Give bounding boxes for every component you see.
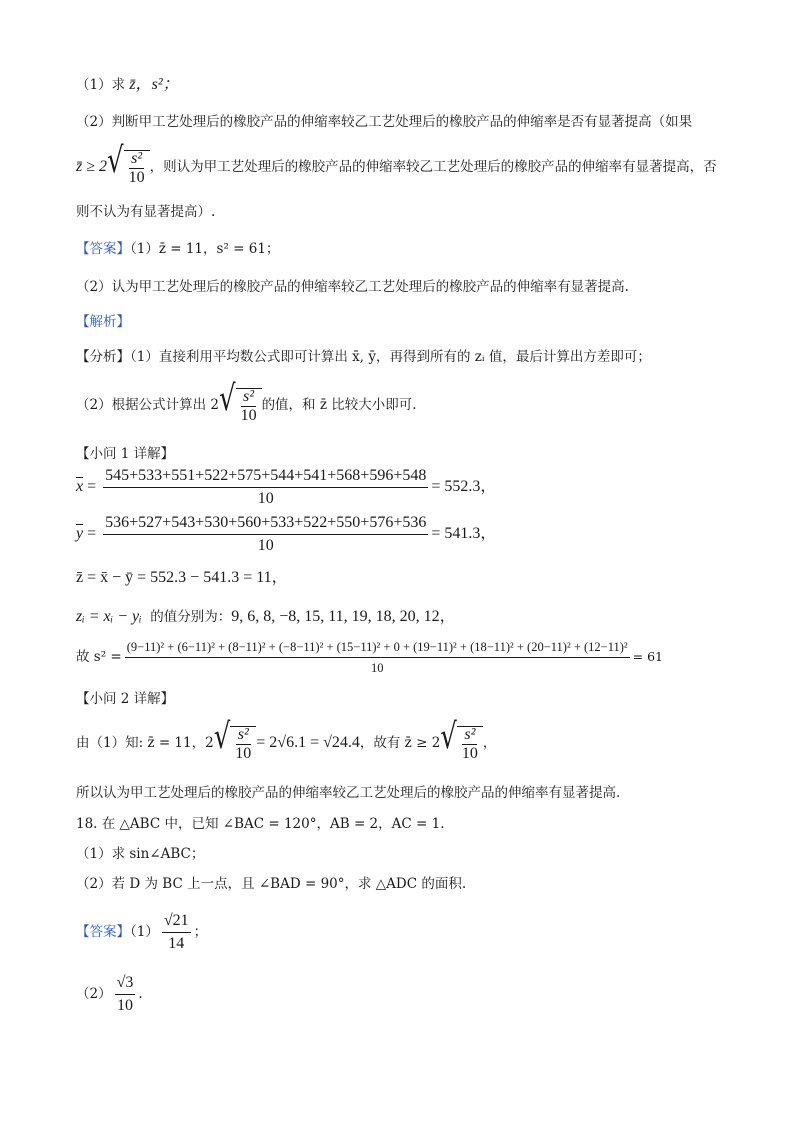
- analysis-line1: [76, 346, 740, 368]
- question-2-line3: 则不认为有显著提高）.: [76, 204, 216, 220]
- fraction-denominator: 10: [235, 744, 252, 762]
- answer-tag: 【答案】: [76, 241, 130, 257]
- detail-2-mid: ，故有 z̄ ≥ 2: [359, 735, 441, 751]
- variance-equation: [76, 638, 740, 677]
- variance-prefix: 故 s² =: [76, 649, 122, 665]
- sqrt-expression: √ $\frac{\text{s²}}{10}$: [107, 150, 150, 186]
- fraction-denominator: 10: [128, 168, 145, 186]
- fenxi-text-1: （1）直接利用平均数公式即可计算出 x̄, ȳ，再得到所有的 zᵢ 值，最后计算出方差即可；: [130, 349, 651, 365]
- question-2-text: ，则认为甲工艺处理后的橡胶产品的伸缩率较乙工艺处理后的橡胶产品的伸缩率有显著提高，否: [149, 159, 717, 175]
- xbar-result: = 552.3，: [431, 478, 497, 495]
- zi-values: [76, 606, 740, 628]
- analysis-tag: 【解析】: [76, 314, 130, 330]
- question-1-label: （1）求: [76, 77, 126, 93]
- ybar-result: = 541.3，: [431, 525, 497, 542]
- variance-numerator: (9−11)² + (6−11)² + (8−11)² + (−8−11)² + (15−11)² + 0 + (19−11)² + (18−11)² + (20−11)² + (12−11)²: [125, 638, 630, 658]
- question-2-line1: （2）判断甲工艺处理后的橡胶产品的伸缩率较乙工艺处理后的橡胶产品的伸缩率是否有显著提高（如果: [76, 114, 693, 130]
- detail-2-prefix: 由（1）知: z̄ = 11，2: [76, 735, 214, 751]
- condition-prefix: z̄ ≥ 2: [76, 158, 108, 175]
- question-1: [76, 74, 740, 96]
- sqrt-expression: √ $\frac{\text{s²}}{10}$: [219, 388, 262, 424]
- variance-result: = 61: [632, 649, 664, 664]
- zi-values-list: 9, 6, 8, −8, 15, 11, 19, 18, 20, 12，: [231, 608, 456, 625]
- question-2-line2: [76, 140, 740, 186]
- zbar-equation: z̄ = x̄ − ȳ = 552.3 − 541.3 = 11，: [76, 569, 288, 586]
- answer-tag: 【答案】: [76, 924, 130, 940]
- detail-2-tag: 【小问 2 详解】: [76, 691, 175, 707]
- answer-line1: [76, 238, 740, 260]
- question-18-part1: （1）求 sin∠ABC；: [76, 846, 205, 862]
- detail-2-equation: [76, 716, 740, 764]
- answer2-denominator: 10: [116, 997, 133, 1014]
- xbar-numerator: 545+533+551+522+575+544+541+568+596+548: [103, 466, 428, 488]
- question-1-vars: z̄，s²；: [129, 76, 179, 93]
- zi-values-label: 的值分别为：: [150, 609, 232, 625]
- analysis-line2: [76, 378, 740, 425]
- answer-part1: （1）z̄ = 11，s² = 61；: [130, 241, 280, 257]
- answer2-suffix: .: [138, 986, 143, 1002]
- detail-2-eq: = 2√6.1 = √24.4: [256, 734, 360, 751]
- sqrt-expression: √ $\frac{\text{s²}}{10}$: [214, 726, 257, 762]
- ybar-equation: $\overline{y}$ = $\frac{536+527+543+530+560+533+522+550+576+536}{10}$ = 541.3，: [76, 514, 497, 554]
- fraction-denominator: 10: [240, 406, 257, 424]
- ybar-denominator: 10: [257, 537, 274, 554]
- fraction-numerator: s²: [464, 725, 476, 743]
- zi-definition: zᵢ = xᵢ − yᵢ: [76, 608, 142, 625]
- fraction-numerator: s²: [243, 387, 255, 405]
- detail-2-conclusion: 所以认为甲工艺处理后的橡胶产品的伸缩率较乙工艺处理后的橡胶产品的伸缩率有显著提高.: [76, 785, 621, 801]
- detail-2-end: ，: [482, 735, 497, 751]
- question-18-part2: （2）若 D 为 BC 上一点，且 ∠BAD = 90°，求 △ADC 的面积.: [76, 876, 467, 892]
- answer2-numerator: √3: [115, 973, 136, 995]
- xbar-denominator: 10: [257, 490, 274, 507]
- answer1-denominator: 14: [168, 935, 185, 952]
- answer1-numerator: √21: [162, 911, 191, 933]
- fenxi-text-2-post: 的值，和 z̄ 比较大小即可.: [261, 397, 417, 413]
- answer1-suffix: ；: [193, 924, 208, 940]
- variance-denominator: 10: [370, 661, 384, 675]
- fenxi-tag: 【分析】: [76, 349, 130, 365]
- fenxi-text-2-pre: （2）根据公式计算出 2: [76, 397, 219, 413]
- question-18-answer1: [76, 910, 740, 954]
- answer1-prefix: （1）: [130, 924, 159, 940]
- answer2-prefix: （2）: [76, 986, 112, 1002]
- fraction-denominator: 10: [461, 744, 478, 762]
- question-18-answer2: [76, 972, 740, 1016]
- fraction-numerator: s²: [237, 725, 249, 743]
- xbar-equation: $\overline{x}$ = $\frac{545+533+551+522+575+544+541+568+596+548}{10}$ = 552.3，: [76, 467, 497, 507]
- ybar-numerator: 536+527+543+530+560+533+522+550+576+536: [103, 513, 428, 535]
- detail-1-tag: 【小问 1 详解】: [76, 446, 175, 462]
- answer-line2: （2）认为甲工艺处理后的橡胶产品的伸缩率较乙工艺处理后的橡胶产品的伸缩率有显著提高.: [76, 279, 629, 295]
- question-18-stem: 18. 在 △ABC 中，已知 ∠BAC = 120°，AB = 2，AC = 1.: [76, 816, 445, 832]
- fraction-numerator: s²: [131, 149, 143, 167]
- sqrt-expression: √ $\frac{\text{s²}}{10}$: [440, 726, 483, 762]
